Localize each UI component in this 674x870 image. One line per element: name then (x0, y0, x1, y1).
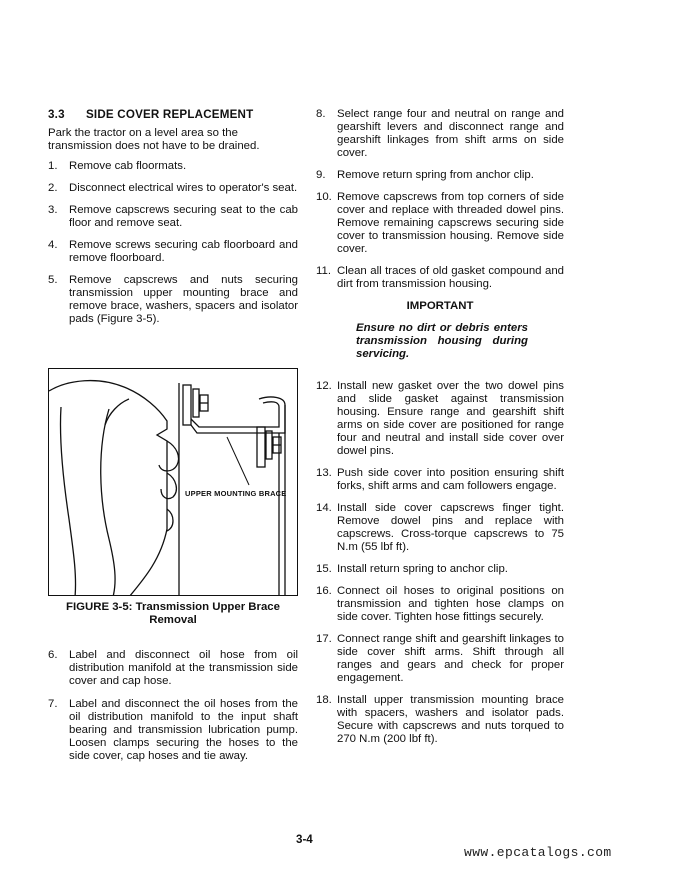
step-17: 17. Connect range shift and gearshift linkages to side cover shift arms. Shift through all ranges and gears and check for proper engagement. (316, 633, 564, 684)
step-12: 12. Install new gasket over the two dowel pins and slide gasket against transmission housing. Ensure range and gearshift shift arms on side cover are positioned for range four and neutral and install side cover over dowel pins. (316, 380, 564, 457)
left-column-lower (48, 649, 298, 772)
step-13: 13. Push side cover into position ensuring shift forks, shift arms and cam followers engage. (316, 467, 564, 492)
figure-3-5 (48, 368, 298, 596)
step-3: 3. Remove capscrews securing seat to the cab floor and remove seat. (48, 204, 298, 229)
section-number: 3.3 (48, 108, 65, 121)
intro-paragraph: Park the tractor on a level area so the transmission does not have to be drained. (48, 127, 260, 152)
step-15: 15. Install return spring to anchor clip. (316, 563, 508, 575)
figure-callout: UPPER MOUNTING BRACE (185, 489, 287, 498)
step-5: 5. Remove capscrews and nuts securing transmission upper mounting brace and remove brace, washers, spacers and isolator pads (Figure 3-5). (48, 274, 298, 325)
figure-caption: FIGURE 3-5: Transmission Upper Brace Removal (66, 601, 280, 626)
right-column (316, 108, 564, 755)
step-7: 7. Label and disconnect the oil hoses from the oil distribution manifold to the input shaft bearing and transmission lubrication pump. Loosen clamps securing the hoses to the side cover, cap hoses and tie away. (48, 698, 298, 762)
brace-illustration (49, 369, 298, 596)
important-heading: IMPORTANT (406, 300, 474, 312)
step-6: 6. Label and disconnect oil hose from oil distribution manifold at the transmission side cover and cap hose. (48, 649, 298, 687)
step-11: 11. Clean all traces of old gasket compound and dirt from transmission housing. (316, 265, 564, 290)
step-14: 14. Install side cover capscrews finger tight. Remove dowel pins and replace with capscrews. Cross-torque capscrews to 75 N.m (55 lbf ft). (316, 502, 564, 553)
step-9: 9. Remove return spring from anchor clip. (316, 169, 534, 181)
step-16: 16. Connect oil hoses to original positions on transmission and tighten hose clamps on side cover. Tighten hose fittings securely. (316, 585, 564, 623)
step-2: 2. Disconnect electrical wires to operator's seat. (48, 182, 298, 194)
step-10: 10. Remove capscrews from top corners of side cover and replace with threaded dowel pins. Remove remaining capscrews securing side cover to transmission housing. Remove side cover. (316, 191, 564, 255)
page-number: 3-4 (296, 833, 313, 846)
step-8: 8. Select range four and neutral on range and gearshift levers and disconnect range and gearshift linkages from shift arms on side cover. (316, 108, 564, 159)
watermark: www.epcatalogs.com (464, 845, 612, 860)
section-title: SIDE COVER REPLACEMENT (86, 108, 254, 121)
left-column (48, 108, 298, 335)
section-heading (48, 108, 298, 121)
important-text: Ensure no dirt or debris enters transmission housing during servicing. (356, 322, 528, 360)
step-4: 4. Remove screws securing cab floorboard and remove floorboard. (48, 239, 298, 264)
step-1: 1. Remove cab floormats. (48, 160, 187, 172)
step-18: 18. Install upper transmission mounting brace with spacers, washers and isolator pads. Secure with capscrews and nuts torqued to 270 N.m (200 lbf ft). (316, 694, 564, 745)
